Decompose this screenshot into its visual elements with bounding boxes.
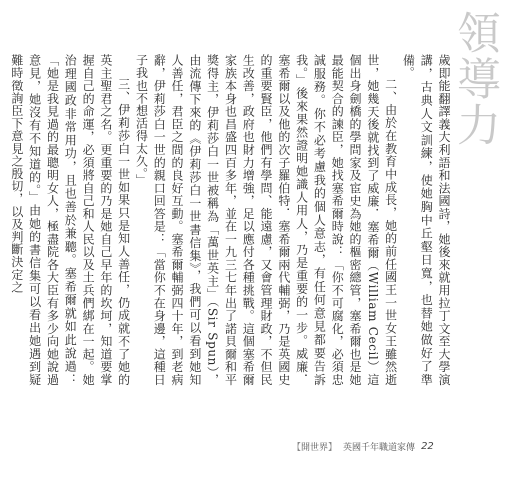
paragraph-1: 歲即能翻譯義大利語和法國詩，她後來就用拉丁文至大學演講，古典人文訓練，使她胸中丘壑日寬，也替她做好了準備。 [401, 54, 451, 386]
page-footer [292, 440, 434, 453]
paragraph-3: 三、伊莉莎白一世如果只是知人善任，仍成就不了她的英主聖君之名。更重要的乃是她自己早年的坎坷，知道要掌握自己的命運，必須將自己和人民以及土兵們綁在一起。她治理國政非常用功，且也善於兼聽。塞希爾就如此說過：「她是我見過的最聰明女人，極盡院各大臣有多少向她說過意見，她沒有不知道的。」由她的書信集可以看出她遇到疑難時徵詢臣下意見之殷切，以及判斷決定之 [9, 54, 131, 386]
footer-series: 【開世界】 [292, 443, 338, 453]
footer-subtitle: 英國千年職道家傳 [343, 443, 416, 453]
page-number: 22 [421, 441, 434, 452]
paragraph-2: 二、由於在教育中成長，她的前任國王一世女王雖然逝世，她幾天後就找到了威廉．塞希爾（William Cecil）這個出身劍橋的學問家及宦史為她的樞密總管，塞希爾也是她最能契合的諫臣，她找塞希爾時說：「你不可腐化，必須忠誠服務。你不必考慮我的個人意志，有任何意見都要告訴我。」後來果然證明她識人用人，乃是重要的一步。威廉．塞希爾以及他的次子羅伯特．塞希爾兩代輔弼，乃是英國史的重要賢臣，他們有學問、能遠慮，又會管理財政，不但民生改善，政府也財力增強，足以應付各種挑戰。這個塞希爾家族本身也昌盛四百多年，並在一九三七年出了諾貝爾和平獎得主，伊莉莎白一世被稱為「萬世英主」（Sir Spun），由流傳下來的《伊莉莎白一世書信集》，我們可以看到她知人善任，君臣之間的良好互動。塞希爾輔弼四十年，到老病辭，伊莉莎白一世的親口回答是：「當你不在身邊，這種日子我也不想活得太久。」 [134, 54, 398, 386]
body-text [9, 54, 452, 386]
chapter-title: 領導力 [449, 10, 500, 148]
